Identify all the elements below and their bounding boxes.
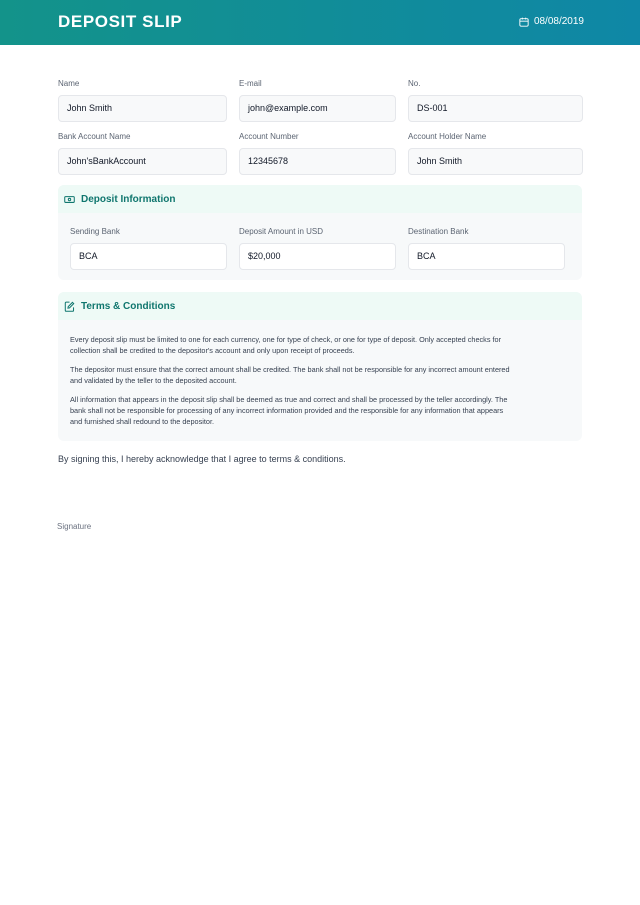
document-title: DEPOSIT SLIP (58, 12, 183, 31)
account-number-label: Account Number (239, 132, 299, 141)
account-number-field (239, 132, 396, 175)
account-holder-name-field (408, 132, 583, 175)
cash-icon (64, 194, 75, 205)
acknowledgement-text: By signing this, I hereby acknowledge that I agree to terms & conditions. (58, 454, 346, 464)
deposit-information-header (58, 185, 582, 213)
number-label: No. (408, 79, 421, 88)
page-header (0, 0, 640, 45)
bank-account-name-input[interactable]: John'sBankAccount (58, 148, 227, 175)
account-number-input[interactable]: 12345678 (239, 148, 396, 175)
terms-paragraph: Every deposit slip must be limited to one for each currency, one for type of check, or one for type of deposit. Only accepted checks for collection shall be credited to the depositor's account and only upon receipt of proceeds. (70, 335, 502, 355)
email-input[interactable]: john@example.com (239, 95, 396, 122)
email-label: E-mail (239, 79, 262, 88)
date-text: 08/08/2019 (533, 16, 584, 27)
deposit-amount-label: Deposit Amount in USD (239, 227, 324, 236)
destination-bank-input[interactable]: BCA (408, 243, 565, 270)
deposit-amount-field (239, 227, 396, 270)
bank-account-name-field (58, 132, 227, 175)
account-holder-name-label: Account Holder Name (408, 132, 487, 141)
signature-label: Signature (57, 522, 92, 531)
email-field (239, 79, 396, 122)
sending-bank-label: Sending Bank (70, 227, 120, 236)
deposit-amount-input[interactable]: $20,000 (239, 243, 396, 270)
date-display (519, 16, 584, 27)
deposit-information-panel (58, 185, 582, 280)
number-field (408, 79, 583, 122)
sending-bank-input[interactable]: BCA (70, 243, 227, 270)
destination-bank-field (408, 227, 565, 270)
terms-title: Terms & Conditions (81, 300, 176, 312)
calendar-icon (519, 17, 529, 27)
edit-document-icon (64, 301, 75, 312)
name-input[interactable]: John Smith (58, 95, 227, 122)
name-label: Name (58, 79, 80, 88)
terms-paragraph: All information that appears in the deposit slip shall be deemed as true and correct and shall be processed by the teller accordingly. The bank shall not be responsible for processing of any incorrect information provided and the responsible for any information that appears and furnished shall redound to the depositor. (70, 395, 508, 426)
terms-paragraph: The depositor must ensure that the correct amount shall be credited. The bank shall not be responsible for any incorrect amount entered and validated by the teller to the deposited account. (70, 365, 510, 385)
deposit-information-title: Deposit Information (81, 193, 176, 205)
terms-header (58, 292, 582, 320)
number-input[interactable]: DS-001 (408, 95, 583, 122)
bank-account-name-label: Bank Account Name (58, 132, 131, 141)
sending-bank-field (70, 227, 227, 270)
terms-panel (58, 292, 582, 441)
account-holder-name-input[interactable]: John Smith (408, 148, 583, 175)
destination-bank-label: Destination Bank (408, 227, 469, 236)
name-field (58, 79, 227, 122)
